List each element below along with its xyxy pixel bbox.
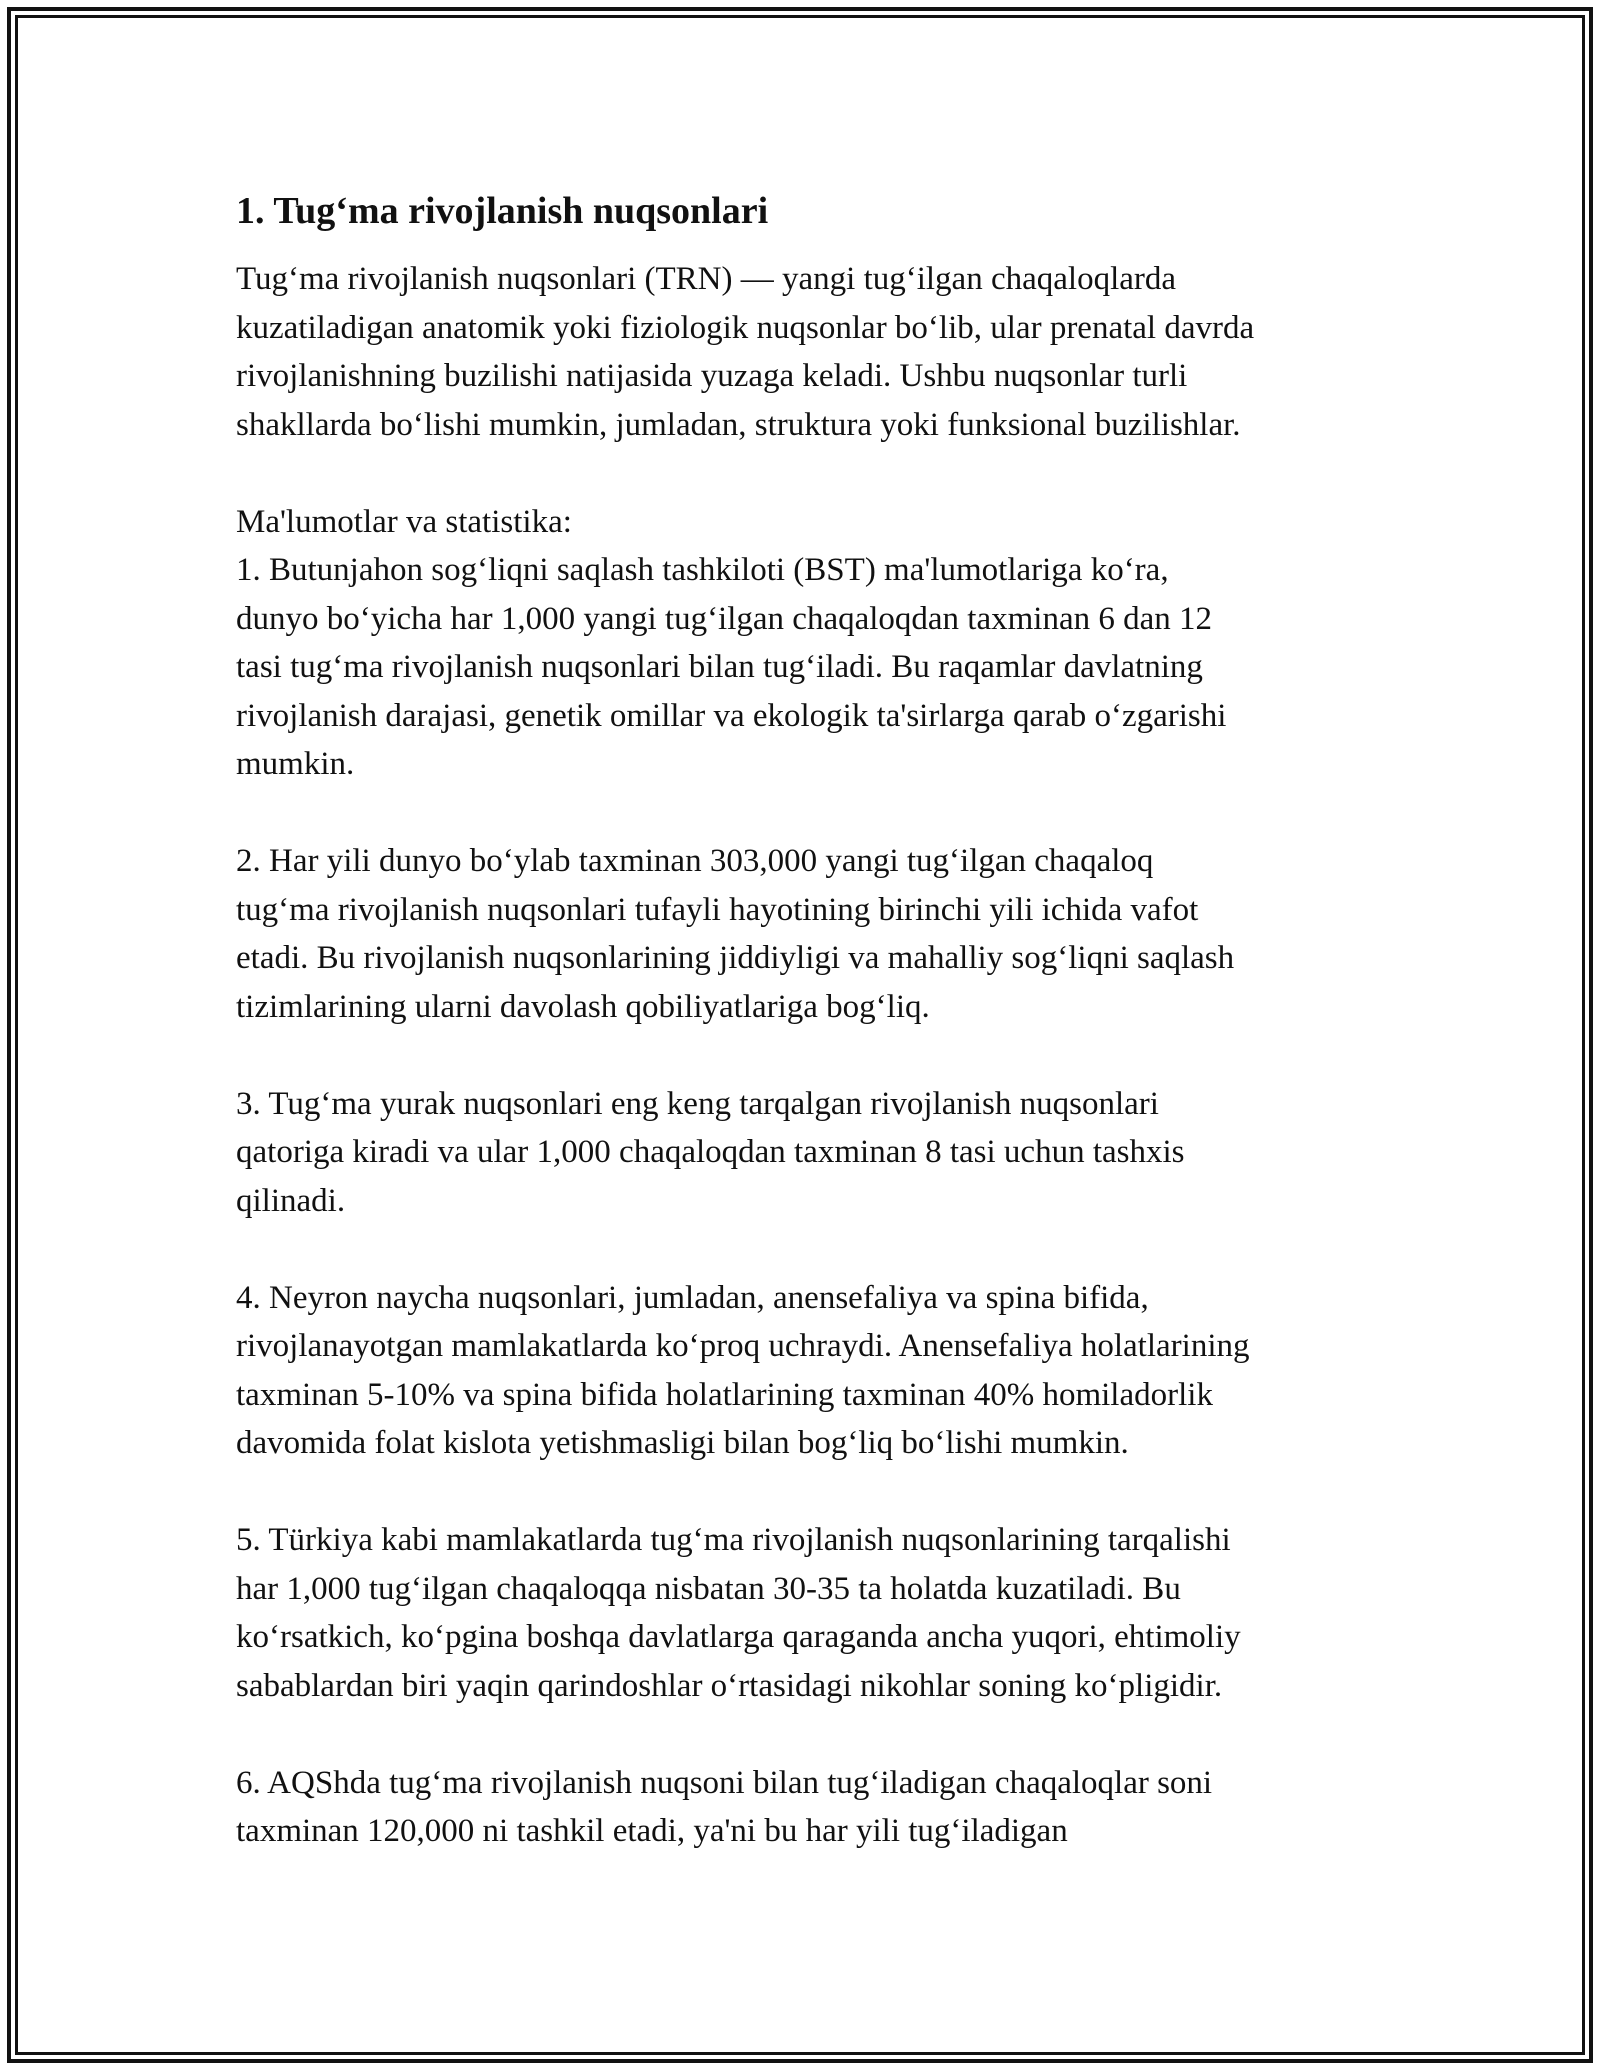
stat-item-4: [236, 1274, 1386, 1468]
text-line: har 1,000 tug‘ilgan chaqaloqqa nisbatan 30-35 ta holatda kuzatiladi. Bu: [236, 1570, 1181, 1607]
intro-paragraph: [236, 255, 1386, 449]
text-line: tizimlarining ularni davolash qobiliyatlariga bog‘liq.: [236, 988, 930, 1025]
text-line: 1. Butunjahon sog‘liqni saqlash tashkiloti (BST) ma'lumotlariga ko‘ra,: [236, 552, 1169, 588]
text-line: kuzatiladigan anatomik yoki fiziologik nuqsonlar bo‘lib, ular prenatal davrda: [236, 309, 1255, 346]
text-line: etadi. Bu rivojlanish nuqsonlarining jiddiyligi va mahalliy sog‘liqni saqlash: [236, 940, 1235, 976]
text-line: 3. Tug‘ma yurak nuqsonlari eng keng tarqalgan rivojlanish nuqsonlari: [236, 1085, 1159, 1122]
stat-item-3: [236, 1080, 1386, 1226]
text-line: qilinadi.: [236, 1182, 346, 1219]
text-line: rivojlanish darajasi, genetik omillar va ekologik ta'sirlarga qarab o‘zgarishi: [236, 697, 1227, 734]
text-line: dunyo bo‘yicha har 1,000 yangi tug‘ilgan chaqaloqdan taxminan 6 dan 12: [236, 600, 1212, 637]
text-line: tug‘ma rivojlanish nuqsonlari tufayli hayotining birinchi yili ichida vafot: [236, 891, 1199, 928]
text-line: tasi tug‘ma rivojlanish nuqsonlari bilan tug‘iladi. Bu raqamlar davlatning: [236, 649, 1203, 685]
text-line: davomida folat kislota yetishmasligi bilan bog‘liq bo‘lishi mumkin.: [236, 1425, 1129, 1461]
text-line: taxminan 120,000 ni tashkil etadi, ya'ni bu har yili tug‘iladigan: [236, 1813, 1068, 1849]
text-line: sabablardan biri yaqin qarindoshlar o‘rtasidagi nikohlar soning ko‘pligidir.: [236, 1667, 1223, 1704]
text-line: taxminan 5-10% va spina bifida holatlarining taxminan 40% homiladorlik: [236, 1376, 1213, 1413]
text-line: qatoriga kiradi va ular 1,000 chaqaloqdan taxminan 8 tasi uchun tashxis: [236, 1134, 1185, 1170]
document-body: [236, 186, 1386, 1856]
text-line: ko‘rsatkich, ko‘pgina boshqa davlatlarga qaraganda ancha yuqori, ehtimoliy: [236, 1619, 1241, 1655]
text-line: rivojlanishning buzilishi natijasida yuzaga keladi. Ushbu nuqsonlar turli: [236, 358, 1188, 394]
stat-item-1: [236, 546, 1386, 789]
text-line: 4. Neyron naycha nuqsonlari, jumladan, anensefaliya va spina bifida,: [236, 1279, 1149, 1316]
stat-item-6: [236, 1759, 1386, 1856]
text-line: 2. Har yili dunyo bo‘ylab taxminan 303,000 yangi tug‘ilgan chaqaloq: [236, 843, 1154, 879]
text-line: 5. Türkiya kabi mamlakatlarda tug‘ma rivojlanish nuqsonlarining tarqalishi: [236, 1522, 1231, 1558]
text-line: mumkin.: [236, 746, 355, 782]
stats-heading: Ma'lumotlar va statistika:: [236, 503, 572, 540]
text-line: shakllarda bo‘lishi mumkin, jumladan, struktura yoki funksional buzilishlar.: [236, 406, 1241, 443]
text-line: rivojlanayotgan mamlakatlarda ko‘proq uchraydi. Anensefaliya holatlarining: [236, 1328, 1250, 1364]
stat-item-2: [236, 837, 1386, 1031]
section-heading: 1. Tug‘ma rivojlanish nuqsonlari: [236, 190, 769, 232]
text-line: 6. AQShda tug‘ma rivojlanish nuqsoni bilan tug‘iladigan chaqaloqlar soni: [236, 1764, 1213, 1801]
stat-item-5: [236, 1516, 1386, 1710]
text-line: Tug‘ma rivojlanish nuqsonlari (TRN) — yangi tug‘ilgan chaqaloqlarda: [236, 261, 1177, 297]
